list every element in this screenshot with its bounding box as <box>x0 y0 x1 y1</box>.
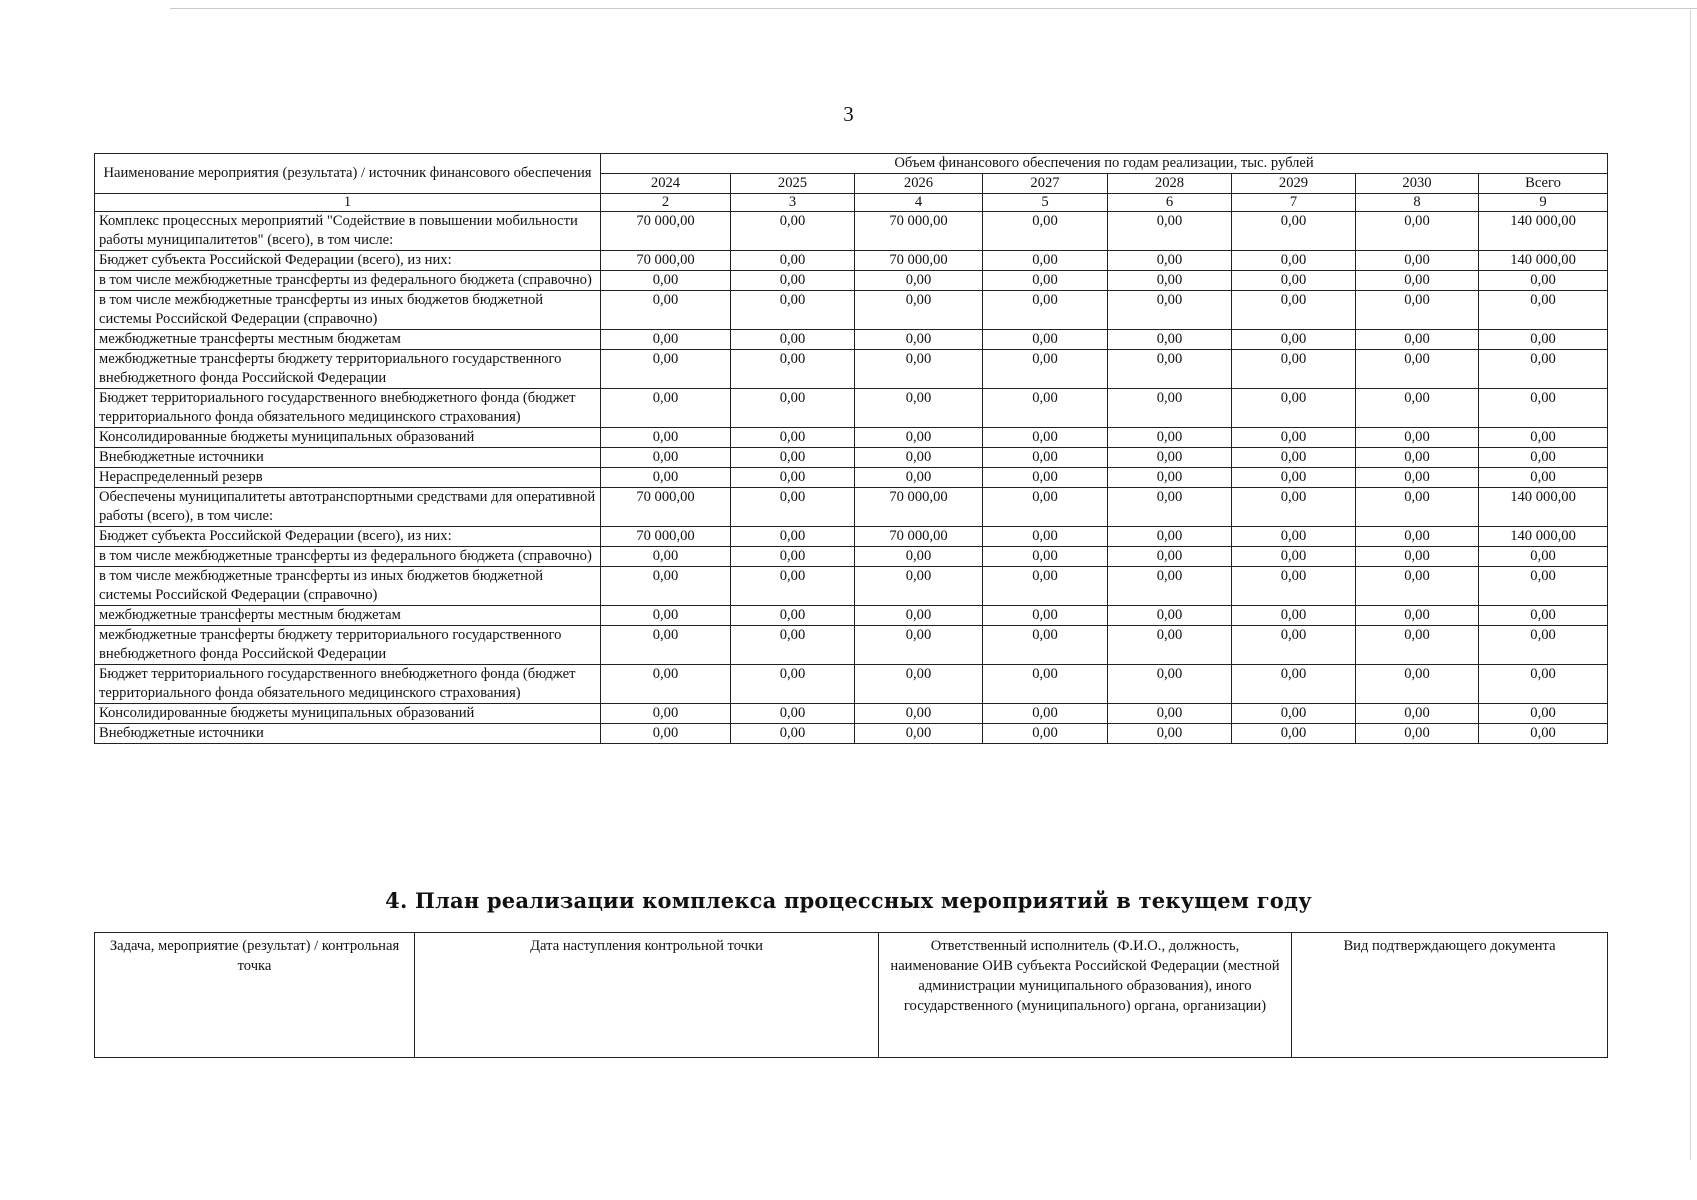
row-value: 0,00 <box>601 350 731 389</box>
row-value: 0,00 <box>983 665 1108 704</box>
header-year: 2029 <box>1232 174 1356 194</box>
row-value: 0,00 <box>983 488 1108 527</box>
financing-table-body <box>95 212 1608 744</box>
row-value: 0,00 <box>855 468 983 488</box>
row-value: 0,00 <box>1356 488 1479 527</box>
row-name: Внебюджетные источники <box>95 724 601 744</box>
row-name: в том числе межбюджетные трансферты из федерального бюджета (справочно) <box>95 547 601 567</box>
row-value: 0,00 <box>1108 547 1232 567</box>
table-row <box>95 350 1608 389</box>
row-value: 0,00 <box>1356 606 1479 626</box>
row-value: 0,00 <box>1356 212 1479 251</box>
row-value: 0,00 <box>601 448 731 468</box>
table-row <box>95 665 1608 704</box>
row-value: 0,00 <box>983 350 1108 389</box>
row-value: 0,00 <box>1108 468 1232 488</box>
row-value: 0,00 <box>1356 567 1479 606</box>
header-year: 2027 <box>983 174 1108 194</box>
row-value: 0,00 <box>1356 428 1479 448</box>
header-column-number: 1 <box>95 194 601 212</box>
row-name: в том числе межбюджетные трансферты из федерального бюджета (справочно) <box>95 271 601 291</box>
row-value: 0,00 <box>1108 271 1232 291</box>
row-value: 0,00 <box>983 428 1108 448</box>
row-value: 0,00 <box>601 271 731 291</box>
row-value: 0,00 <box>1356 330 1479 350</box>
row-value: 0,00 <box>1108 724 1232 744</box>
row-value: 0,00 <box>731 350 855 389</box>
row-value: 0,00 <box>731 665 855 704</box>
row-value: 0,00 <box>983 704 1108 724</box>
row-name: Внебюджетные источники <box>95 448 601 468</box>
row-name: межбюджетные трансферты местным бюджетам <box>95 606 601 626</box>
scan-edge-top <box>170 8 1697 9</box>
row-value: 0,00 <box>855 389 983 428</box>
row-value: 0,00 <box>1108 330 1232 350</box>
row-value: 70 000,00 <box>855 527 983 547</box>
row-name: Консолидированные бюджеты муниципальных образований <box>95 428 601 448</box>
row-value: 0,00 <box>1479 291 1608 330</box>
row-value: 0,00 <box>1479 606 1608 626</box>
row-value: 0,00 <box>1108 488 1232 527</box>
plan-column-header: Ответственный исполнитель (Ф.И.О., должность, наименование ОИВ субъекта Российской Федерации (местной администрации муниципального образования), иного государственного (муниципального) органа, организации) <box>879 933 1292 1058</box>
table-row <box>95 448 1608 468</box>
row-value: 0,00 <box>1108 251 1232 271</box>
row-value: 0,00 <box>731 212 855 251</box>
header-column-number: 8 <box>1356 194 1479 212</box>
row-value: 0,00 <box>1356 271 1479 291</box>
row-value: 0,00 <box>983 724 1108 744</box>
row-value: 0,00 <box>1232 251 1356 271</box>
row-name: Нераспределенный резерв <box>95 468 601 488</box>
row-value: 0,00 <box>983 606 1108 626</box>
table-row <box>95 724 1608 744</box>
row-value: 0,00 <box>1108 350 1232 389</box>
row-value: 0,00 <box>601 468 731 488</box>
row-name: Бюджет территориального государственного внебюджетного фонда (бюджет территориального фонда обязательного медицинского страхования) <box>95 665 601 704</box>
table-row <box>95 251 1608 271</box>
header-year: 2025 <box>731 174 855 194</box>
row-value: 0,00 <box>855 448 983 468</box>
row-name: межбюджетные трансферты бюджету территориального государственного внебюджетного фонда Российской Федерации <box>95 350 601 389</box>
plan-column-header: Дата наступления контрольной точки <box>415 933 879 1058</box>
row-value: 0,00 <box>983 448 1108 468</box>
row-value: 0,00 <box>1232 291 1356 330</box>
row-value: 0,00 <box>1232 488 1356 527</box>
row-value: 0,00 <box>731 547 855 567</box>
table-row <box>95 704 1608 724</box>
row-value: 0,00 <box>855 626 983 665</box>
row-value: 0,00 <box>855 271 983 291</box>
row-value: 0,00 <box>1108 291 1232 330</box>
row-value: 70 000,00 <box>855 212 983 251</box>
header-column-number: 9 <box>1479 194 1608 212</box>
table-row <box>95 488 1608 527</box>
row-value: 0,00 <box>983 547 1108 567</box>
row-value: 0,00 <box>601 291 731 330</box>
row-value: 0,00 <box>601 724 731 744</box>
row-value: 0,00 <box>1356 547 1479 567</box>
row-value: 0,00 <box>1108 212 1232 251</box>
header-volume-group: Объем финансового обеспечения по годам реализации, тыс. рублей <box>601 154 1608 174</box>
row-value: 0,00 <box>1479 330 1608 350</box>
plan-table <box>94 932 1608 1058</box>
row-value: 0,00 <box>1356 468 1479 488</box>
table-row <box>95 428 1608 448</box>
header-column-numbers-row <box>95 194 1608 212</box>
row-value: 0,00 <box>1108 389 1232 428</box>
row-value: 0,00 <box>983 291 1108 330</box>
row-value: 0,00 <box>855 606 983 626</box>
row-value: 0,00 <box>731 330 855 350</box>
header-name-column: Наименование мероприятия (результата) / источник финансового обеспечения <box>95 154 601 194</box>
row-value: 0,00 <box>1232 567 1356 606</box>
header-year: 2024 <box>601 174 731 194</box>
header-year: 2030 <box>1356 174 1479 194</box>
row-value: 0,00 <box>855 428 983 448</box>
row-value: 0,00 <box>731 448 855 468</box>
row-value: 0,00 <box>1108 606 1232 626</box>
row-value: 0,00 <box>601 704 731 724</box>
row-value: 0,00 <box>731 626 855 665</box>
row-value: 140 000,00 <box>1479 251 1608 271</box>
row-value: 0,00 <box>1479 428 1608 448</box>
table-row <box>95 567 1608 606</box>
header-column-number: 5 <box>983 194 1108 212</box>
row-value: 140 000,00 <box>1479 488 1608 527</box>
header-year: Всего <box>1479 174 1608 194</box>
row-value: 0,00 <box>1479 704 1608 724</box>
row-value: 0,00 <box>1356 291 1479 330</box>
row-name: Комплекс процессных мероприятий "Содействие в повышении мобильности работы муниципалитетов" (всего), в том числе: <box>95 212 601 251</box>
row-value: 0,00 <box>1356 350 1479 389</box>
row-value: 0,00 <box>1356 626 1479 665</box>
row-value: 140 000,00 <box>1479 527 1608 547</box>
row-name: межбюджетные трансферты бюджету территориального государственного внебюджетного фонда Российской Федерации <box>95 626 601 665</box>
row-value: 0,00 <box>1232 330 1356 350</box>
row-value: 0,00 <box>731 527 855 547</box>
row-value: 0,00 <box>601 389 731 428</box>
row-value: 0,00 <box>983 251 1108 271</box>
row-value: 0,00 <box>1232 606 1356 626</box>
row-value: 0,00 <box>1479 271 1608 291</box>
plan-column-header: Вид подтверждающего документа <box>1292 933 1608 1058</box>
header-column-number: 3 <box>731 194 855 212</box>
row-name: межбюджетные трансферты местным бюджетам <box>95 330 601 350</box>
row-name: Обеспечены муниципалитеты автотранспортными средствами для оперативной работы (всего), в том числе: <box>95 488 601 527</box>
row-value: 0,00 <box>1479 389 1608 428</box>
row-value: 0,00 <box>601 567 731 606</box>
row-name: Бюджет субъекта Российской Федерации (всего), из них: <box>95 527 601 547</box>
table-row <box>95 606 1608 626</box>
row-value: 0,00 <box>731 468 855 488</box>
row-value: 70 000,00 <box>601 527 731 547</box>
row-value: 0,00 <box>731 488 855 527</box>
row-value: 0,00 <box>855 547 983 567</box>
row-value: 0,00 <box>601 428 731 448</box>
row-name: Бюджет субъекта Российской Федерации (всего), из них: <box>95 251 601 271</box>
row-value: 0,00 <box>855 665 983 704</box>
table-row <box>95 389 1608 428</box>
row-value: 0,00 <box>855 567 983 606</box>
row-value: 0,00 <box>855 704 983 724</box>
row-value: 0,00 <box>1108 448 1232 468</box>
row-value: 0,00 <box>731 567 855 606</box>
row-value: 0,00 <box>1232 428 1356 448</box>
row-value: 70 000,00 <box>601 212 731 251</box>
row-value: 0,00 <box>1479 567 1608 606</box>
row-value: 0,00 <box>855 350 983 389</box>
row-value: 0,00 <box>1108 704 1232 724</box>
row-value: 0,00 <box>731 271 855 291</box>
row-value: 0,00 <box>1108 626 1232 665</box>
row-value: 0,00 <box>855 330 983 350</box>
row-name: Консолидированные бюджеты муниципальных образований <box>95 704 601 724</box>
table-row <box>95 212 1608 251</box>
table-row <box>95 271 1608 291</box>
row-value: 70 000,00 <box>601 488 731 527</box>
table-row <box>95 468 1608 488</box>
header-year: 2026 <box>855 174 983 194</box>
row-value: 0,00 <box>1356 251 1479 271</box>
table-row <box>95 626 1608 665</box>
row-value: 0,00 <box>731 251 855 271</box>
row-value: 0,00 <box>601 626 731 665</box>
table-row <box>95 330 1608 350</box>
row-value: 0,00 <box>1232 389 1356 428</box>
row-value: 0,00 <box>1479 448 1608 468</box>
financing-table <box>94 153 1608 744</box>
row-value: 0,00 <box>983 468 1108 488</box>
row-value: 0,00 <box>1232 704 1356 724</box>
row-value: 0,00 <box>1479 626 1608 665</box>
row-value: 70 000,00 <box>855 488 983 527</box>
row-value: 0,00 <box>1356 704 1479 724</box>
row-value: 0,00 <box>1232 547 1356 567</box>
row-value: 0,00 <box>1479 724 1608 744</box>
row-value: 0,00 <box>1108 527 1232 547</box>
row-value: 0,00 <box>1232 468 1356 488</box>
row-value: 0,00 <box>1232 527 1356 547</box>
row-value: 0,00 <box>1356 724 1479 744</box>
row-value: 140 000,00 <box>1479 212 1608 251</box>
row-value: 0,00 <box>601 606 731 626</box>
page-number: 3 <box>843 102 854 126</box>
row-value: 0,00 <box>855 291 983 330</box>
row-value: 0,00 <box>1479 350 1608 389</box>
row-value: 0,00 <box>1479 665 1608 704</box>
row-value: 0,00 <box>983 527 1108 547</box>
header-column-number: 6 <box>1108 194 1232 212</box>
section-title: 4. План реализации комплекса процессных мероприятий в текущем году <box>385 888 1312 913</box>
row-value: 0,00 <box>731 704 855 724</box>
row-value: 0,00 <box>1232 271 1356 291</box>
plan-column-header: Задача, мероприятие (результат) / контрольная точка <box>95 933 415 1058</box>
row-value: 0,00 <box>983 330 1108 350</box>
row-value: 0,00 <box>1232 350 1356 389</box>
header-column-number: 7 <box>1232 194 1356 212</box>
table-row <box>95 547 1608 567</box>
scan-edge-right <box>1690 10 1691 1160</box>
table-row <box>95 527 1608 547</box>
row-value: 0,00 <box>983 567 1108 606</box>
row-value: 0,00 <box>1479 547 1608 567</box>
row-value: 0,00 <box>983 271 1108 291</box>
row-value: 0,00 <box>731 389 855 428</box>
row-value: 0,00 <box>1108 665 1232 704</box>
row-name: в том числе межбюджетные трансферты из иных бюджетов бюджетной системы Российской Федерации (справочно) <box>95 291 601 330</box>
row-value: 0,00 <box>731 428 855 448</box>
header-year: 2028 <box>1108 174 1232 194</box>
row-value: 0,00 <box>1232 724 1356 744</box>
header-column-number: 4 <box>855 194 983 212</box>
row-value: 0,00 <box>1356 389 1479 428</box>
row-value: 0,00 <box>1479 468 1608 488</box>
row-value: 0,00 <box>983 626 1108 665</box>
row-name: Бюджет территориального государственного внебюджетного фонда (бюджет территориального фонда обязательного медицинского страхования) <box>95 389 601 428</box>
row-value: 0,00 <box>1232 448 1356 468</box>
row-value: 0,00 <box>601 665 731 704</box>
row-value: 0,00 <box>601 547 731 567</box>
row-value: 0,00 <box>1232 626 1356 665</box>
row-value: 0,00 <box>983 389 1108 428</box>
row-value: 0,00 <box>601 330 731 350</box>
row-value: 0,00 <box>731 724 855 744</box>
row-value: 0,00 <box>1232 212 1356 251</box>
table-row <box>95 291 1608 330</box>
row-value: 0,00 <box>1356 665 1479 704</box>
row-name: в том числе межбюджетные трансферты из иных бюджетов бюджетной системы Российской Федерации (справочно) <box>95 567 601 606</box>
row-value: 70 000,00 <box>855 251 983 271</box>
row-value: 0,00 <box>1108 567 1232 606</box>
row-value: 0,00 <box>1108 428 1232 448</box>
row-value: 70 000,00 <box>601 251 731 271</box>
row-value: 0,00 <box>855 724 983 744</box>
plan-table-header-row <box>95 933 1608 1058</box>
row-value: 0,00 <box>1356 448 1479 468</box>
row-value: 0,00 <box>731 291 855 330</box>
header-column-number: 2 <box>601 194 731 212</box>
row-value: 0,00 <box>1232 665 1356 704</box>
row-value: 0,00 <box>731 606 855 626</box>
row-value: 0,00 <box>983 212 1108 251</box>
row-value: 0,00 <box>1356 527 1479 547</box>
